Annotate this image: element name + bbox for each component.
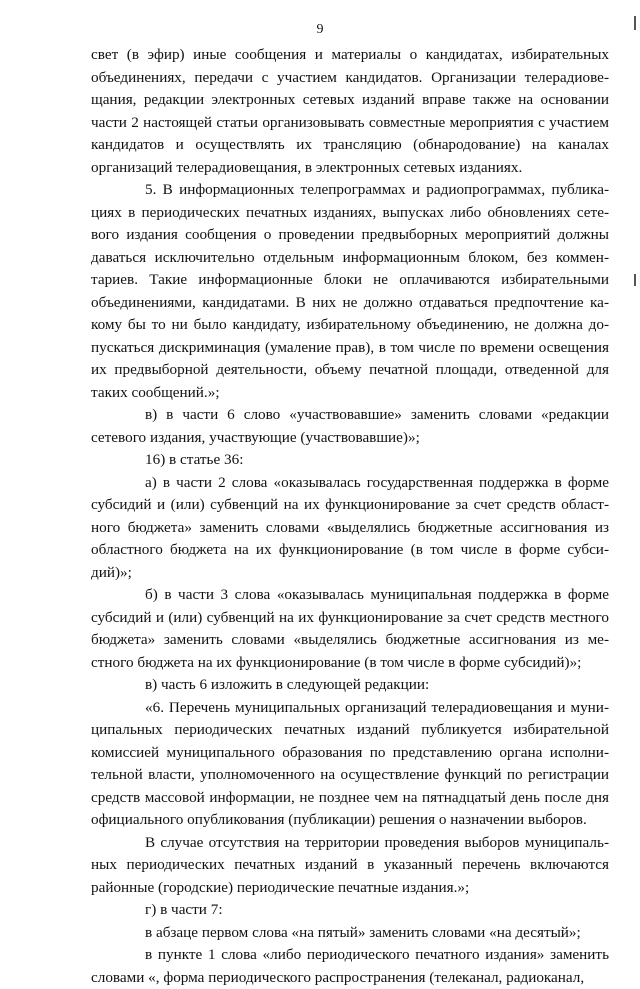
paragraph: в) в части 6 слово «участвовавшие» заменить словами «редакции сетевого издания, участвующие (участвовавшие)»;	[91, 406, 609, 446]
scan-margin-mark	[634, 274, 636, 286]
paragraph: 5. В информационных телепрограммах и радиопрограммах, публикациях в периодических печатных изданиях, выпусках либо обновлениях сетевого издания сообщения о проведении предвыборных мероприятий должны даваться исключительно отдельным информационным блоком, без комментариев. Такие информационные блоки не оплачиваются избирательными объединениями, кандидатами. В них не должно отдаваться предпочтение какому бы то ни было кандидату, избирательному объединению, не должна допускаться дискриминация (умаление прав), в том числе по времени освещения их предвыборной деятельности, объему печатной площади, отведенной для таких сообщений.»;	[91, 181, 609, 401]
document-text-body	[91, 44, 609, 989]
paragraph: В случае отсутствия на территории проведения выборов муниципальных периодических печатных изданий в указанный перечень включаются районные (городские) периодические печатные издания.»;	[91, 833, 609, 896]
scan-margin-mark	[634, 16, 636, 30]
paragraph: «6. Перечень муниципальных организаций телерадиовещания и муниципальных периодических печатных изданий публикуется избирательной комиссией муниципального образования по представлению органа исполнительной власти, уполномоченного на осуществление функций по регистрации средств массовой информации, не позднее чем на пятнадцатый день после дня официального опубликования (публикации) решения о назначении выборов.	[91, 698, 609, 828]
paragraph: в) часть 6 изложить в следующей редакции:	[145, 676, 430, 693]
paragraph: свет (в эфир) иные сообщения и материалы о кандидатах, избирательных объединениях, передачи с участием кандидатов. Организации телерадиовещания, редакции электронных сетевых изданий вправе также на основании части 2 настоящей статьи организовывать совместные мероприятия с участием кандидатов и осуществлять их трансляцию (обнародование) на каналах организаций телерадиовещания, в электронных сетевых изданиях.	[91, 46, 609, 176]
paragraph: б) в части 3 слова «оказывалась муниципальная поддержка в форме субсидий и (или) субвенций на их функционирование за счет средств местного бюджета» заменить словами «выделялись бюджетные ассигнования из местного бюджета на их функционирование (в том числе в форме субсидий)»;	[91, 586, 609, 671]
page-number: 9	[316, 22, 324, 37]
paragraph: в абзаце первом слова «на пятый» заменить словами «на десятый»;	[145, 923, 581, 941]
paragraph: а) в части 2 слова «оказывалась государственная поддержка в форме субсидий и (или) субвенций на их функционирование за счет средств областного бюджета» заменить словами «выделялись бюджетные ассигнования из областного бюджета на их функционирование (в том числе в форме субсидий)»;	[91, 473, 609, 581]
paragraph: г) в части 7:	[145, 901, 223, 918]
paragraph: 16) в статье 36:	[145, 451, 244, 468]
paragraph: в пункте 1 слова «либо периодического печатного издания» заменить словами «, форма периодического распространения (телеканал, радиоканал,	[91, 946, 609, 986]
